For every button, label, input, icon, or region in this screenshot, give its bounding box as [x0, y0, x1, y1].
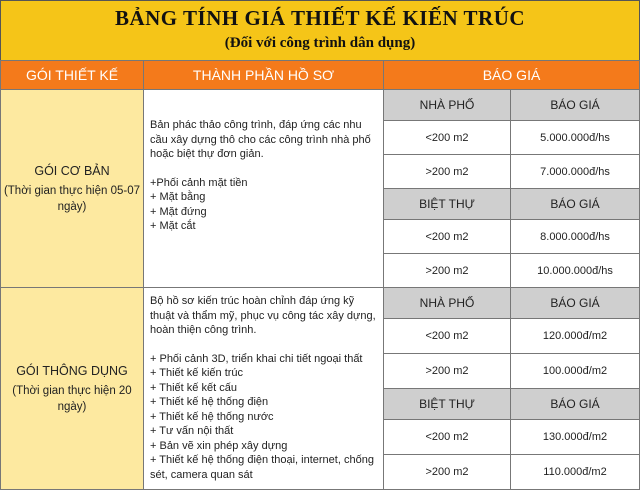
subheader-type: BIỆT THỰ [384, 389, 511, 420]
subheader-price: BÁO GIÁ [511, 90, 640, 121]
column-header-package: GÓI THIẾT KẾ [1, 61, 144, 90]
package-name: GÓI THÔNG DỤNG [16, 363, 128, 378]
description-intro: Bản phác thảo công trình, đáp ứng các nhu cầu xây dựng thô cho các công trình nhà phố hoặc biệt thự đơn giản. [150, 119, 371, 160]
subheader-type: BIỆT THỰ [384, 189, 511, 220]
subheader-type: NHÀ PHỐ [384, 288, 511, 319]
area-cell: <200 m2 [384, 319, 511, 354]
list-item: + Mặt bằng [150, 191, 206, 203]
list-item: + Tư vấn nội thất [150, 425, 234, 437]
area-cell: <200 m2 [384, 220, 511, 254]
package-cell-basic [1, 90, 144, 288]
price-cell: 100.000đ/m2 [511, 354, 640, 389]
list-item: + Thiết kế hệ thống điện [150, 396, 269, 408]
description-intro: Bộ hồ sơ kiến trúc hoàn chỉnh đáp ứng kỹ thuật và thẩm mỹ, phục vụ công tác xây dựng, hoàn thiện công trình. [150, 295, 376, 336]
list-item: +Phối cảnh mặt tiền [150, 176, 248, 189]
subheader-type: NHÀ PHỐ [384, 90, 511, 121]
package-description [144, 90, 384, 288]
subheader-price: BÁO GIÁ [511, 288, 640, 319]
table-row [1, 288, 640, 319]
table-row [1, 90, 640, 121]
list-item: + Mặt đứng [150, 205, 207, 218]
package-duration: (Thời gian thực hiện 05-07 ngày) [3, 184, 141, 213]
package-cell-standard [1, 288, 144, 490]
list-item: + Thiết kế kiến trúc [150, 367, 244, 379]
page-subtitle: (Đối với công trình dân dụng) [224, 35, 416, 51]
area-cell: >200 m2 [384, 155, 511, 189]
price-cell: 110.000đ/m2 [511, 455, 640, 490]
list-item: + Mặt cắt [150, 220, 196, 232]
price-cell: 130.000đ/m2 [511, 420, 640, 455]
area-cell: <200 m2 [384, 121, 511, 155]
area-cell: >200 m2 [384, 354, 511, 389]
component-list [150, 352, 377, 483]
package-name: GÓI CƠ BẢN [34, 163, 110, 178]
price-cell: 120.000đ/m2 [511, 319, 640, 354]
price-cell: 7.000.000đ/hs [511, 155, 640, 189]
column-header-components: THÀNH PHẦN HỒ SƠ [144, 61, 384, 90]
area-cell: >200 m2 [384, 254, 511, 288]
price-cell: 10.000.000đ/hs [511, 254, 640, 288]
list-item: + Thiết kế hệ thống điện thoại, internet, chống sét, camera quan sát [150, 454, 374, 481]
component-list [150, 176, 377, 234]
column-header-row [1, 61, 640, 90]
list-item: + Phối cảnh 3D, triển khai chi tiết ngoại thất [150, 352, 363, 365]
price-table [0, 60, 640, 490]
list-item: + Thiết kế kết cấu [150, 381, 237, 394]
area-cell: >200 m2 [384, 455, 511, 490]
list-item: + Bản vẽ xin phép xây dựng [150, 439, 288, 452]
subheader-price: BÁO GIÁ [511, 189, 640, 220]
package-description [144, 288, 384, 490]
page-title: BẢNG TÍNH GIÁ THIẾT KẾ KIẾN TRÚC [114, 6, 526, 30]
package-duration: (Thời gian thực hiện 20 ngày) [12, 384, 132, 413]
column-header-quote: BÁO GIÁ [384, 61, 640, 90]
area-cell: <200 m2 [384, 420, 511, 455]
subheader-price: BÁO GIÁ [511, 389, 640, 420]
price-cell: 5.000.000đ/hs [511, 121, 640, 155]
list-item: + Thiết kế hệ thống nước [150, 410, 274, 423]
price-cell: 8.000.000đ/hs [511, 220, 640, 254]
